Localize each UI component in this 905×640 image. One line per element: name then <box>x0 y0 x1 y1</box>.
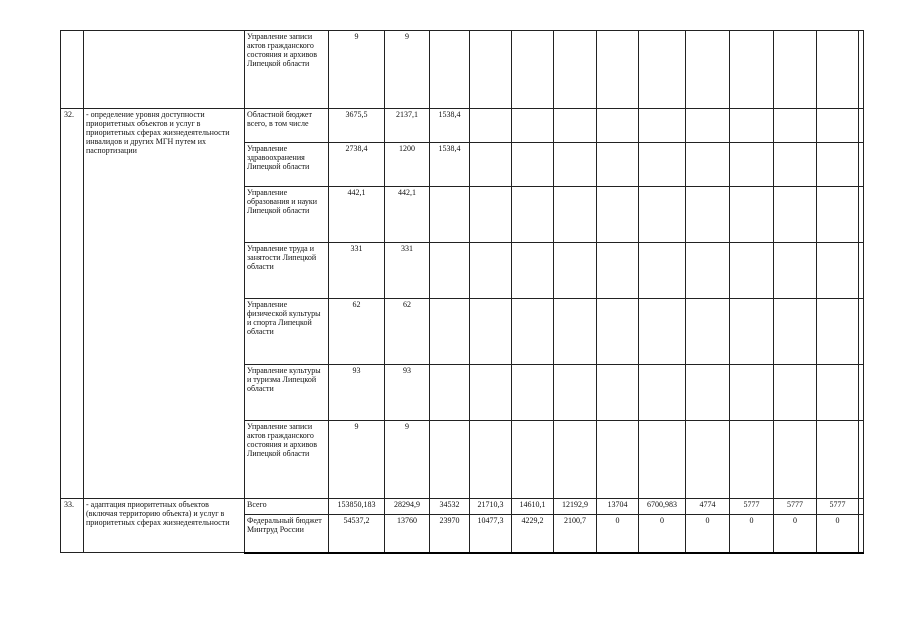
value-cell <box>639 187 686 243</box>
value-cell <box>554 187 597 243</box>
table-row <box>61 109 864 143</box>
row-number <box>61 31 84 109</box>
value-cell <box>730 365 774 421</box>
value-cell <box>859 243 864 299</box>
value-cell <box>470 299 512 365</box>
value-cell: 0 <box>597 515 639 553</box>
value-cell <box>639 143 686 187</box>
value-cell <box>817 143 859 187</box>
value-cell <box>774 109 817 143</box>
value-cell <box>639 31 686 109</box>
value-cell: 0 <box>774 515 817 553</box>
value-cell <box>554 421 597 499</box>
value-cell <box>512 243 554 299</box>
value-cell: 54537,2 <box>329 515 385 553</box>
value-cell <box>512 143 554 187</box>
value-cell: 12192,9 <box>554 499 597 515</box>
row-description: - определение уровня доступности приоритетных объектов и услуг в приоритетных сферах жизнедеятельности инвалидов и других МГН путем их паспортизации <box>84 109 245 499</box>
budget-table <box>60 30 864 554</box>
value-cell <box>512 365 554 421</box>
value-cell: 1200 <box>385 143 430 187</box>
value-cell: 62 <box>329 299 385 365</box>
value-cell <box>554 109 597 143</box>
funding-source: Управление физической культуры и спорта Липецкой области <box>245 299 329 365</box>
value-cell <box>512 109 554 143</box>
value-cell <box>859 299 864 365</box>
value-cell <box>817 31 859 109</box>
value-cell: 14610,1 <box>512 499 554 515</box>
value-cell <box>470 421 512 499</box>
value-cell <box>859 421 864 499</box>
value-cell <box>730 421 774 499</box>
value-cell <box>774 421 817 499</box>
value-cell <box>470 243 512 299</box>
value-cell: 2137,1 <box>385 109 430 143</box>
value-cell <box>817 187 859 243</box>
value-cell: 0 <box>639 515 686 553</box>
value-cell <box>512 31 554 109</box>
value-cell <box>774 365 817 421</box>
value-cell: 1538,4 <box>430 109 470 143</box>
value-cell <box>597 365 639 421</box>
value-cell: 9 <box>329 31 385 109</box>
value-cell <box>730 243 774 299</box>
funding-source: Управление культуры и туризма Липецкой области <box>245 365 329 421</box>
value-cell: 5777 <box>774 499 817 515</box>
value-cell: 9 <box>385 31 430 109</box>
value-cell: 28294,9 <box>385 499 430 515</box>
value-cell <box>774 31 817 109</box>
value-cell <box>859 515 864 553</box>
value-cell <box>686 31 730 109</box>
value-cell: 442,1 <box>385 187 430 243</box>
value-cell: 62 <box>385 299 430 365</box>
value-cell <box>597 243 639 299</box>
value-cell <box>774 143 817 187</box>
value-cell <box>639 299 686 365</box>
value-cell: 153850,183 <box>329 499 385 515</box>
value-cell <box>430 365 470 421</box>
value-cell <box>774 299 817 365</box>
value-cell: 9 <box>385 421 430 499</box>
value-cell <box>470 109 512 143</box>
value-cell <box>639 365 686 421</box>
value-cell <box>817 365 859 421</box>
value-cell: 93 <box>329 365 385 421</box>
funding-source: Федеральный бюджет Минтруд России <box>245 515 329 553</box>
value-cell: 331 <box>329 243 385 299</box>
value-cell: 0 <box>686 515 730 553</box>
value-cell <box>597 143 639 187</box>
value-cell <box>512 299 554 365</box>
value-cell: 5777 <box>817 499 859 515</box>
value-cell <box>597 421 639 499</box>
value-cell <box>859 109 864 143</box>
funding-source: Управление труда и занятости Липецкой области <box>245 243 329 299</box>
value-cell: 10477,3 <box>470 515 512 553</box>
funding-source: Управление образования и науки Липецкой области <box>245 187 329 243</box>
table-row <box>61 31 864 109</box>
value-cell <box>730 143 774 187</box>
value-cell <box>859 187 864 243</box>
value-cell: 93 <box>385 365 430 421</box>
value-cell <box>597 187 639 243</box>
value-cell <box>817 243 859 299</box>
value-cell <box>597 31 639 109</box>
funding-source: Управление записи актов гражданского состояния и архивов Липецкой области <box>245 31 329 109</box>
value-cell <box>817 421 859 499</box>
value-cell <box>730 187 774 243</box>
value-cell <box>730 109 774 143</box>
table-row <box>61 499 864 515</box>
value-cell <box>430 421 470 499</box>
value-cell <box>554 243 597 299</box>
table-body <box>61 31 864 553</box>
row-description: - адаптация приоритетных объектов (включая территорию объекта) и услуг в приоритетных сферах жизнедеятельности <box>84 499 245 553</box>
value-cell <box>554 299 597 365</box>
value-cell <box>774 243 817 299</box>
value-cell <box>470 187 512 243</box>
value-cell <box>639 243 686 299</box>
value-cell <box>686 421 730 499</box>
value-cell <box>597 109 639 143</box>
value-cell <box>430 31 470 109</box>
value-cell: 2738,4 <box>329 143 385 187</box>
value-cell <box>686 109 730 143</box>
value-cell: 442,1 <box>329 187 385 243</box>
row-description <box>84 31 245 109</box>
value-cell <box>597 299 639 365</box>
funding-source: Управление записи актов гражданского состояния и архивов Липецкой области <box>245 421 329 499</box>
value-cell: 23970 <box>430 515 470 553</box>
value-cell: 5777 <box>730 499 774 515</box>
value-cell <box>817 299 859 365</box>
funding-source: Управление здравоохранения Липецкой области <box>245 143 329 187</box>
value-cell <box>686 365 730 421</box>
row-number: 33. <box>61 499 84 553</box>
value-cell: 1538,4 <box>430 143 470 187</box>
value-cell <box>512 421 554 499</box>
value-cell <box>639 109 686 143</box>
value-cell <box>512 187 554 243</box>
value-cell <box>686 243 730 299</box>
value-cell <box>686 143 730 187</box>
value-cell: 21710,3 <box>470 499 512 515</box>
value-cell <box>859 143 864 187</box>
value-cell: 3675,5 <box>329 109 385 143</box>
value-cell: 2100,7 <box>554 515 597 553</box>
value-cell: 0 <box>817 515 859 553</box>
value-cell <box>774 187 817 243</box>
value-cell <box>430 299 470 365</box>
value-cell: 331 <box>385 243 430 299</box>
value-cell: 4774 <box>686 499 730 515</box>
value-cell: 9 <box>329 421 385 499</box>
value-cell: 13704 <box>597 499 639 515</box>
funding-source: Областной бюджет всего, в том числе <box>245 109 329 143</box>
value-cell <box>430 243 470 299</box>
funding-source: Всего <box>245 499 329 515</box>
value-cell <box>686 299 730 365</box>
value-cell <box>554 31 597 109</box>
value-cell: 0 <box>730 515 774 553</box>
value-cell <box>686 187 730 243</box>
value-cell <box>730 31 774 109</box>
value-cell <box>554 365 597 421</box>
value-cell: 6700,983 <box>639 499 686 515</box>
value-cell <box>730 299 774 365</box>
value-cell <box>470 365 512 421</box>
value-cell: 4229,2 <box>512 515 554 553</box>
value-cell <box>859 365 864 421</box>
value-cell <box>817 109 859 143</box>
value-cell <box>639 421 686 499</box>
value-cell <box>430 187 470 243</box>
value-cell <box>470 31 512 109</box>
value-cell: 13760 <box>385 515 430 553</box>
value-cell <box>859 31 864 109</box>
value-cell <box>470 143 512 187</box>
value-cell <box>859 499 864 515</box>
value-cell: 34532 <box>430 499 470 515</box>
row-number: 32. <box>61 109 84 499</box>
value-cell <box>554 143 597 187</box>
